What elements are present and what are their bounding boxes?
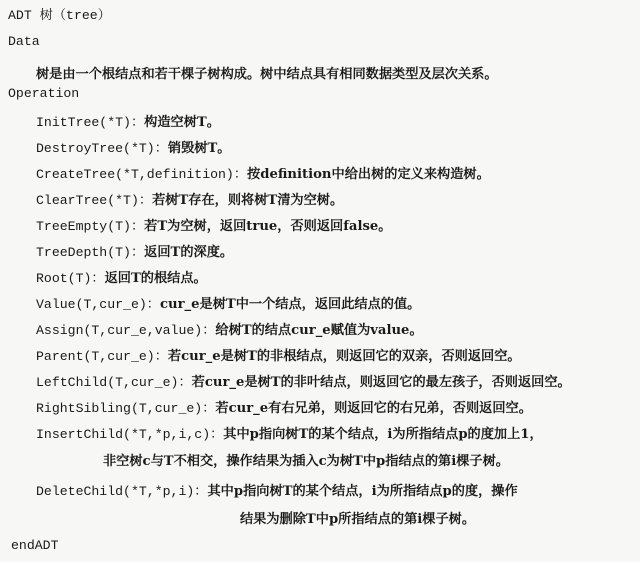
op-description: 若树T存在，则将树T清为空树。 xyxy=(152,193,344,208)
op-insert-child-continuation: 非空树c与T不相交，操作结果为插入c为树T中p指结点的第i棵子树。 xyxy=(103,454,509,469)
op-description: 销毁树T。 xyxy=(167,141,231,156)
op-signature: RightSibling(T,cur_e)： xyxy=(36,401,216,416)
op-signature: Root(T)： xyxy=(36,271,105,286)
op-signature: LeftChild(T,cur_e)： xyxy=(36,375,192,390)
op-insert-child xyxy=(36,423,543,442)
end-adt: endADT xyxy=(11,538,59,553)
adt-title: ADT 树（tree） xyxy=(8,8,111,23)
op-signature: DeleteChild(*T,*p,i)： xyxy=(36,484,208,499)
op-create-tree xyxy=(36,163,490,182)
data-heading: Data xyxy=(8,34,40,49)
op-description: 其中p指向树T的某个结点，i为所指结点p的度，操作 xyxy=(207,484,518,499)
op-description: 返回T的深度。 xyxy=(144,245,234,260)
op-tree-depth xyxy=(36,241,233,260)
op-assign xyxy=(36,319,423,338)
op-description: 若cur_e是树T的非根结点，则返回它的双亲，否则返回空。 xyxy=(167,349,521,364)
op-signature: Value(T,cur_e)： xyxy=(36,297,160,312)
op-description: 按definition中给出树的定义来构造树。 xyxy=(247,167,490,182)
op-init-tree xyxy=(36,111,220,130)
data-description: 树是由一个根结点和若干棵子树构成。树中结点具有相同数据类型及层次关系。 xyxy=(36,67,498,82)
op-root xyxy=(36,267,207,286)
op-signature: InsertChild(*T,*p,i,c)： xyxy=(36,427,224,442)
op-description: 其中p指向树T的某个结点，i为所指结点p的度加上1， xyxy=(223,427,543,442)
op-signature: ClearTree(*T)： xyxy=(36,193,153,208)
op-description: 若T为空树，返回true，否则返回false。 xyxy=(144,219,392,234)
op-signature: Parent(T,cur_e)： xyxy=(36,349,168,364)
op-right-sibling xyxy=(36,397,532,416)
op-description: 若cur_e是树T的非叶结点，则返回它的最左孩子，否则返回空。 xyxy=(191,375,571,390)
op-delete-child xyxy=(36,480,518,499)
op-description: 若cur_e有右兄弟，则返回它的右兄弟，否则返回空。 xyxy=(215,401,532,416)
op-description: 返回T的根结点。 xyxy=(104,271,207,286)
op-signature: DestroyTree(*T)： xyxy=(36,141,168,156)
op-value xyxy=(36,293,420,312)
op-clear-tree xyxy=(36,189,343,208)
op-signature: TreeDepth(T)： xyxy=(36,245,145,260)
op-signature: Assign(T,cur_e,value)： xyxy=(36,323,216,338)
op-signature: InitTree(*T)： xyxy=(36,115,145,130)
op-destroy-tree xyxy=(36,137,230,156)
op-parent xyxy=(36,345,521,364)
operation-heading: Operation xyxy=(8,86,80,101)
op-delete-child-continuation: 结果为删除T中p所指结点的第i棵子树。 xyxy=(240,512,476,527)
op-signature: TreeEmpty(T)： xyxy=(36,219,145,234)
op-left-child xyxy=(36,371,571,390)
op-description: cur_e是树T中一个结点，返回此结点的值。 xyxy=(159,297,421,312)
op-tree-empty xyxy=(36,215,391,234)
op-description: 给树T的结点cur_e赋值为value。 xyxy=(215,323,423,338)
op-description: 构造空树T。 xyxy=(144,115,220,130)
op-signature: CreateTree(*T,definition)： xyxy=(36,167,248,182)
